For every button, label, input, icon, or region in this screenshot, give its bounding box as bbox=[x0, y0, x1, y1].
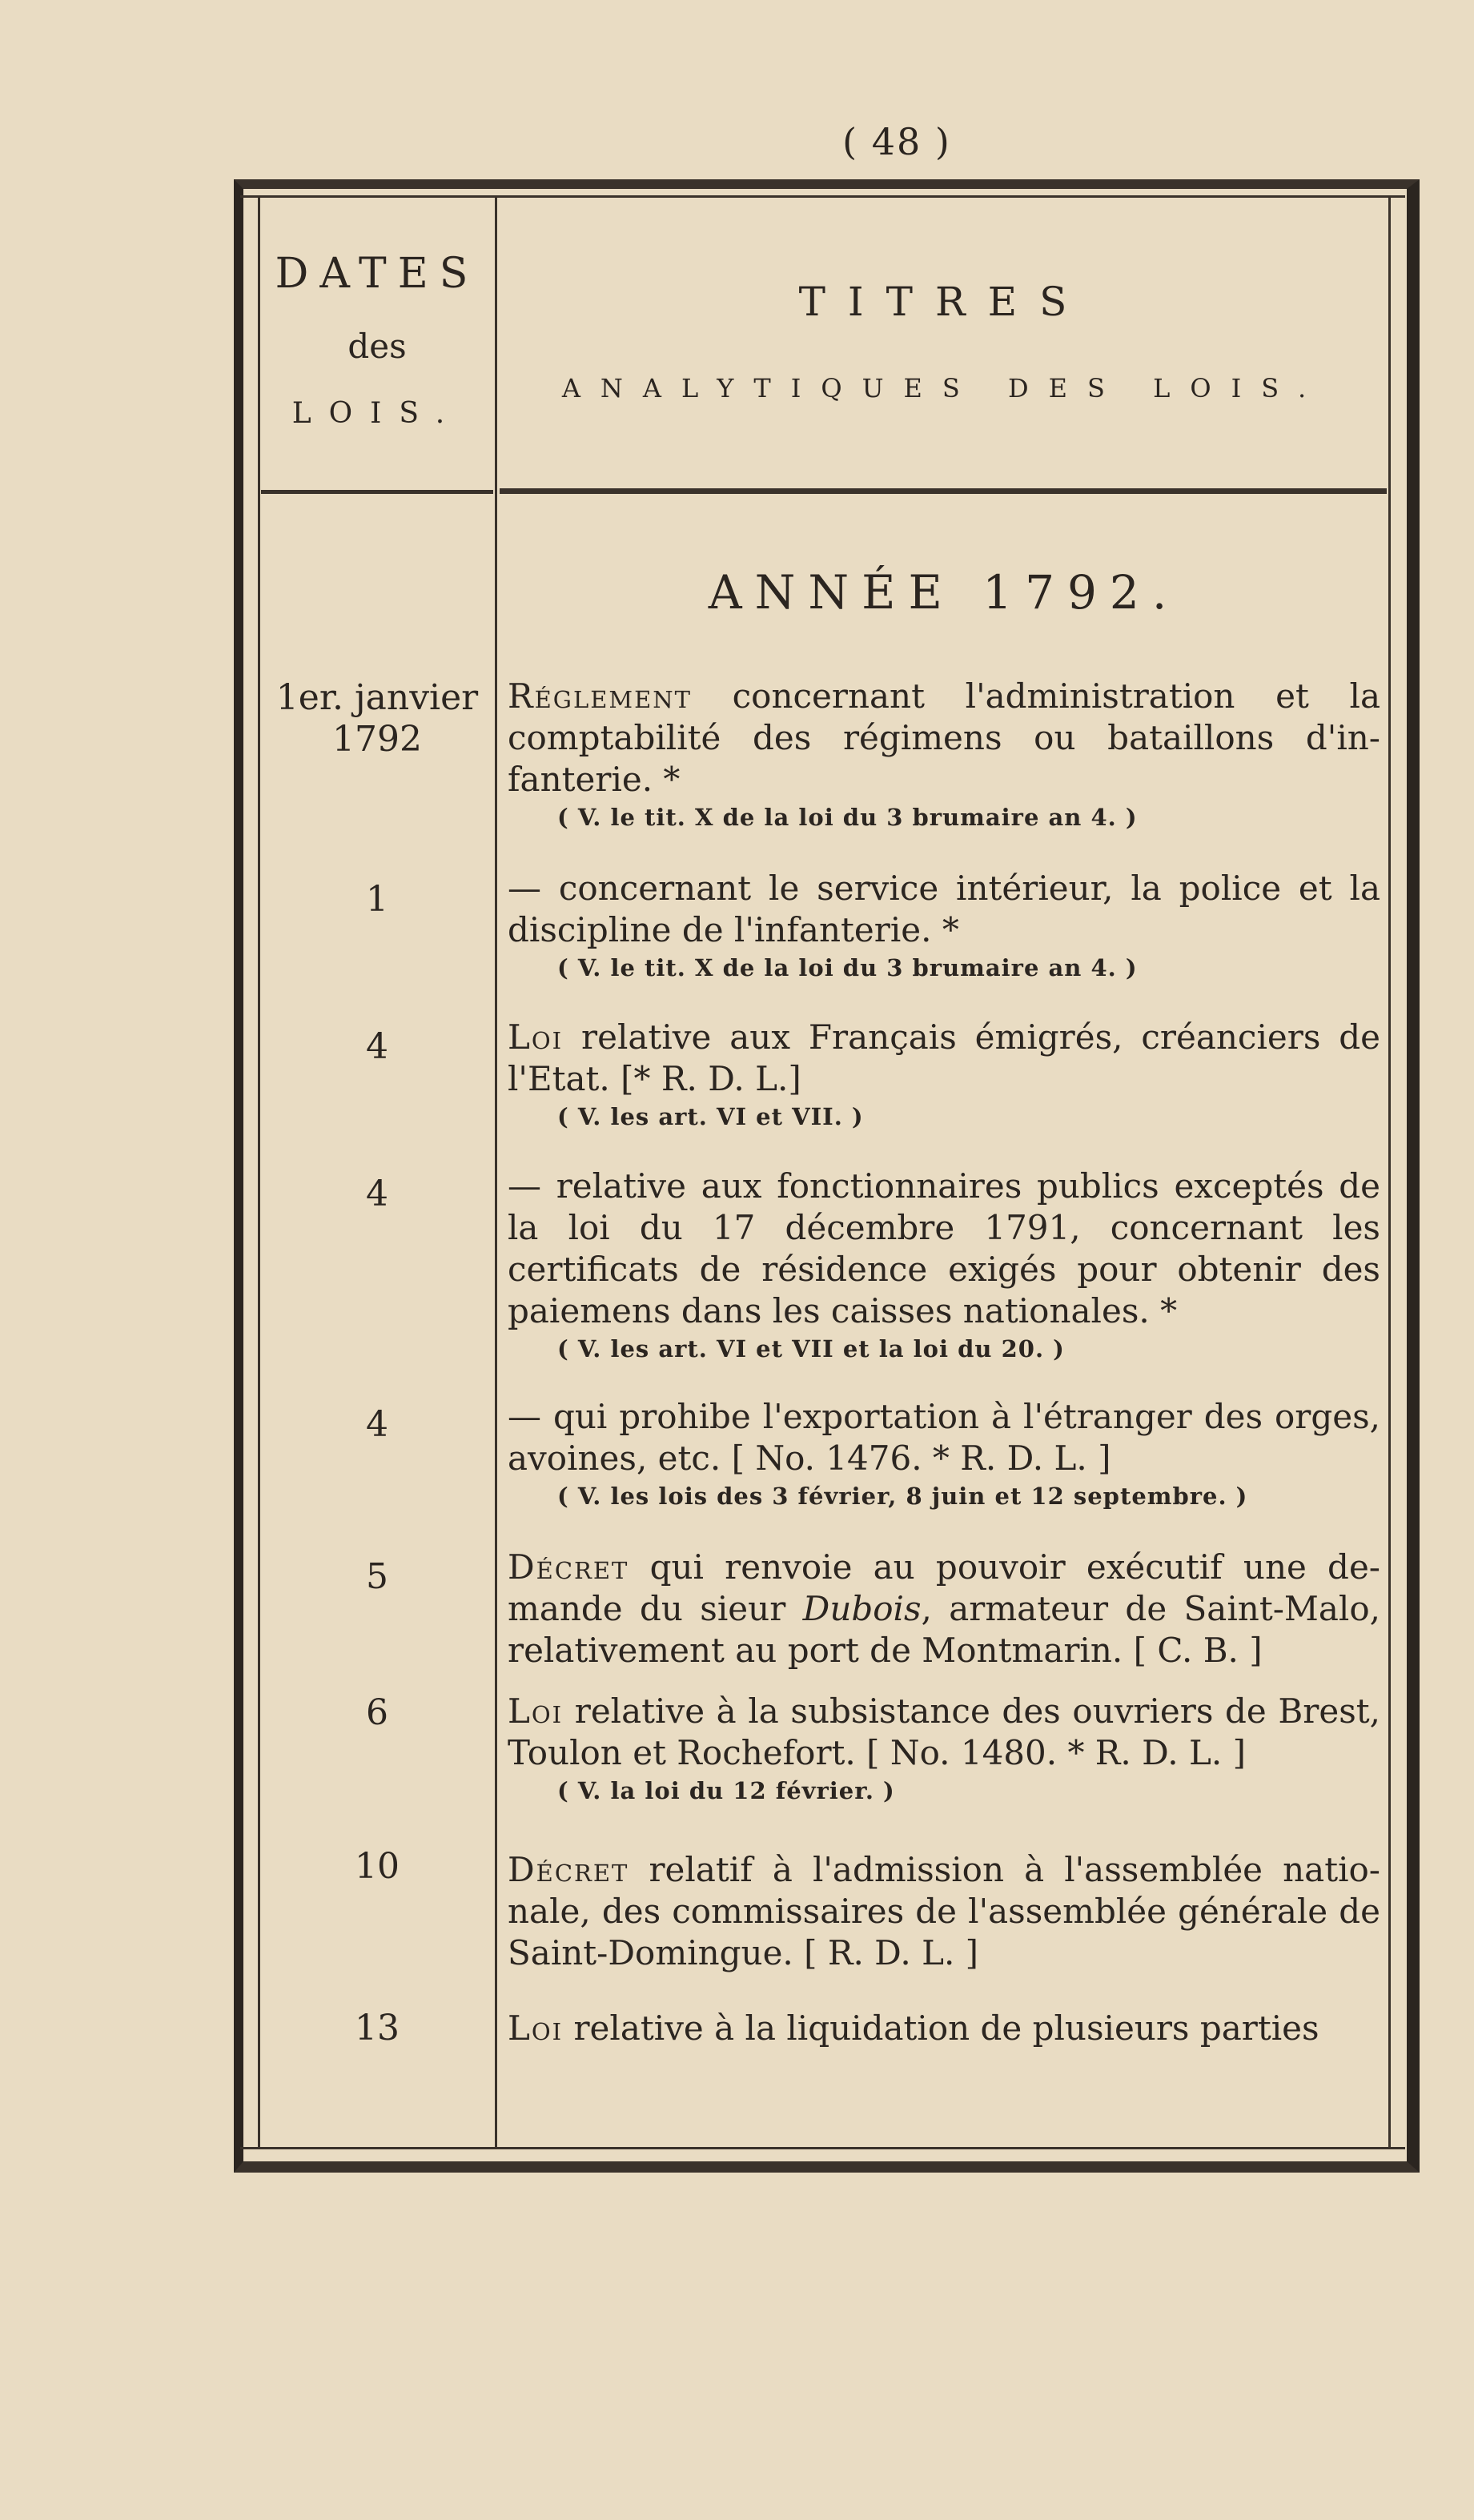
page-number: ( 48 ) bbox=[842, 120, 951, 163]
entry-lead: Loi bbox=[508, 1017, 564, 1057]
law-entry bbox=[508, 1849, 1380, 1974]
entry-reference: ( V. le tit. X de la loi du 3 brumaire an 4. ) bbox=[557, 804, 1138, 831]
entry-text: qui renvoie au pouvoir exécutif une de-mande du sieur bbox=[508, 1547, 1380, 1628]
frame-rule bbox=[240, 2147, 1405, 2149]
entry-lead: Décret bbox=[508, 1850, 629, 1889]
entry-reference: ( V. le tit. X de la loi du 3 brumaire an 4. ) bbox=[557, 954, 1138, 981]
law-entry bbox=[508, 676, 1380, 834]
law-entry bbox=[508, 2008, 1380, 2049]
entry-text: — concernant le service intérieur, la police et la discipline de l'infanterie. * bbox=[508, 869, 1380, 949]
law-entry bbox=[508, 1691, 1380, 1808]
frame-rule bbox=[1388, 195, 1391, 2147]
header-rule bbox=[261, 490, 493, 494]
titres-header-sub: ANALYTIQUES DES LOIS. bbox=[561, 373, 1327, 403]
entry-text: relative à la liquidation de plusieurs parties bbox=[573, 2008, 1319, 2048]
entry-italic-name: Dubois bbox=[802, 1589, 922, 1628]
entry-lead: Décret bbox=[508, 1547, 629, 1587]
entry-lead: Loi bbox=[508, 1691, 564, 1731]
entry-date: 13 bbox=[355, 2008, 400, 2049]
column-divider bbox=[495, 195, 497, 2147]
law-entry bbox=[508, 1396, 1380, 1513]
entry-date: 4 bbox=[366, 1404, 388, 1445]
entry-reference: ( V. les art. VI et VII. ) bbox=[557, 1103, 864, 1130]
year-heading: ANNÉE 1792. bbox=[708, 565, 1180, 620]
dates-header-lois: LOIS. bbox=[291, 397, 463, 430]
frame-rule bbox=[240, 195, 1405, 198]
header-rule bbox=[500, 488, 1387, 494]
entry-lead: Loi bbox=[508, 2008, 564, 2048]
entry-date: 1er. janvier 1792 bbox=[275, 677, 479, 760]
entry-reference: ( V. la loi du 12 février. ) bbox=[557, 1777, 895, 1804]
entry-text: — relative aux fonctionnaires publics exceptés de la loi du 17 décembre 1791, concernant les certificats de résidence exigés pour obtenir des paiemens dans les caisses nationales. * bbox=[508, 1166, 1380, 1330]
entry-text: — qui prohibe l'exportation à l'étranger des orges, avoines, etc. [ No. 1476. * R. D. L. ] bbox=[508, 1397, 1380, 1478]
entry-date: 1 bbox=[366, 879, 388, 920]
entry-reference: ( V. les lois des 3 février, 8 juin et 12 septembre. ) bbox=[557, 1483, 1248, 1510]
entry-text: relatif à l'admission à l'assemblée natio-nale, des commissaires de l'assemblée générale de Saint-Domingue. [ R. D. L. ] bbox=[508, 1850, 1380, 1972]
law-entry bbox=[508, 868, 1380, 985]
entry-lead: Réglement bbox=[508, 676, 692, 716]
entry-reference: ( V. les art. VI et VII et la loi du 20. ) bbox=[557, 1335, 1065, 1362]
titres-header: TITRES bbox=[798, 279, 1090, 325]
entry-text: concernant l'administration et la comptabilité des régimens ou bataillons d'in-fanterie. * bbox=[508, 676, 1380, 799]
dates-header-des: des bbox=[347, 327, 407, 366]
law-entry bbox=[508, 1547, 1380, 1671]
entry-text: , armateur de Saint-Malo, relativement au port de Montmarin. [ C. B. ] bbox=[508, 1589, 1381, 1670]
law-entry bbox=[508, 1166, 1380, 1366]
entry-text: relative aux Français émigrés, créanciers de l'Etat. [* R. D. L.] bbox=[508, 1017, 1381, 1098]
entry-date: 6 bbox=[366, 1692, 388, 1733]
entry-text: relative à la subsistance des ouvriers de Brest, Toulon et Rochefort. [ No. 1480. * R. D. L. ] bbox=[508, 1691, 1380, 1772]
entry-date: 10 bbox=[355, 1846, 400, 1887]
dates-header: DATES bbox=[275, 250, 480, 298]
entry-date: 4 bbox=[366, 1026, 388, 1067]
entry-date: 5 bbox=[366, 1556, 388, 1597]
law-entry bbox=[508, 1017, 1380, 1134]
frame-rule bbox=[258, 195, 260, 2147]
entry-date: 4 bbox=[366, 1174, 388, 1214]
